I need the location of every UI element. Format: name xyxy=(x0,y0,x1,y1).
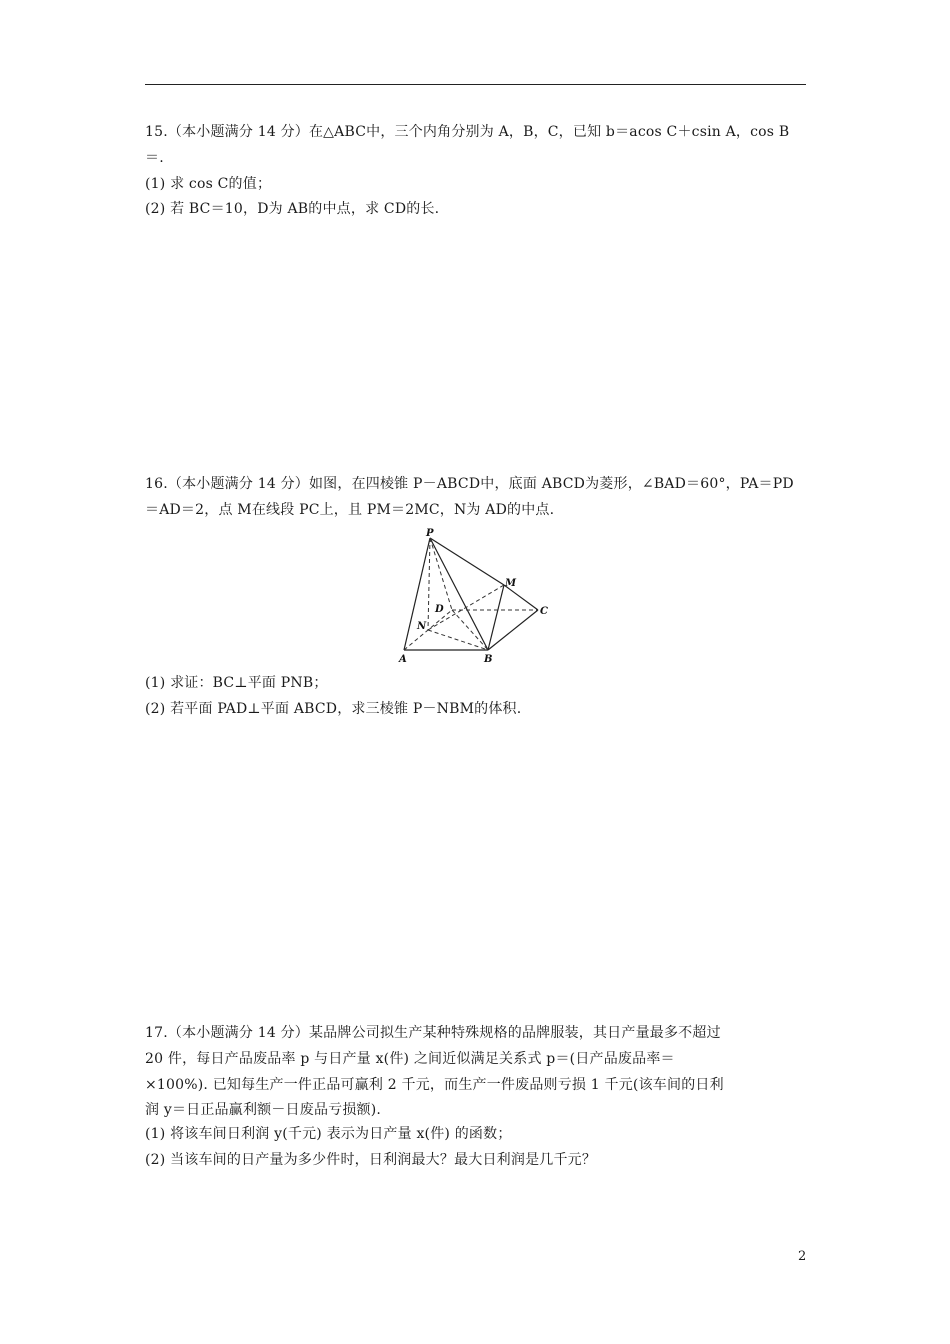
problem-17-line-3: ×100%). 已知每生产一件正品可赢利 2 千元，而生产一件废品则亏损 1 千元(该车间的日利 xyxy=(145,1077,724,1093)
pyramid-figure xyxy=(396,528,556,668)
label-C: C xyxy=(540,606,548,617)
problem-17-line-2: 20 件，每日产品废品率 p 与日产量 x(件) 之间近似满足关系式 p＝(日产品废品率＝ xyxy=(145,1051,675,1067)
problem-17-line-1: 17.（本小题满分 14 分）某品牌公司拟生产某种特殊规格的品牌服装，其日产量最多不超过 xyxy=(145,1025,721,1041)
edge-PB xyxy=(430,538,488,650)
page-number: 2 xyxy=(798,1249,807,1264)
problem-16-part-2: (2) 若平面 PAD⊥平面 ABCD，求三棱锥 P－NBM的体积. xyxy=(145,701,522,717)
problem-17-line-4: 润 y＝日正品赢利额－日废品亏损额). xyxy=(145,1102,382,1118)
edge-PN xyxy=(428,538,430,630)
problem-16-part-1: (1) 求证：BC⊥平面 PNB； xyxy=(145,675,328,691)
label-N: N xyxy=(417,621,427,632)
problem-16-line-2: ＝AD＝2，点 M在线段 PC上，且 PM＝2MC，N为 AD的中点. xyxy=(145,502,555,518)
label-A: A xyxy=(399,654,407,665)
problem-15-line-1: 15.（本小题满分 14 分）在△ABC中，三个内角分别为 A，B，C，已知 b＝acos C＋csin A，cos B xyxy=(145,124,790,140)
pyramid-diagram xyxy=(396,528,556,668)
edge-PA xyxy=(404,538,430,650)
problem-16-line-1: 16.（本小题满分 14 分）如图，在四棱锥 P－ABCD中，底面 ABCD为菱形，∠BAD＝60°，PA＝PD xyxy=(145,476,794,492)
problem-15-line-2: ＝. xyxy=(145,150,164,166)
problem-15-part-2: (2) 若 BC＝10，D为 AB的中点，求 CD的长. xyxy=(145,201,440,217)
problem-17-part-2: (2) 当该车间的日产量为多少件时，日利润最大？最大日利润是几千元？ xyxy=(145,1152,597,1168)
edge-BM xyxy=(488,585,504,650)
problem-17-part-1: (1) 将该车间日利润 y(千元) 表示为日产量 x(件) 的函数； xyxy=(145,1126,512,1142)
edge-BC xyxy=(488,610,538,650)
label-P: P xyxy=(426,528,434,539)
problem-15-part-1: (1) 求 cos C的值； xyxy=(145,176,272,192)
label-D: D xyxy=(435,604,444,615)
edge-PM xyxy=(430,538,504,585)
header-rule xyxy=(145,84,806,85)
label-M: M xyxy=(505,578,517,589)
label-B: B xyxy=(484,654,493,665)
